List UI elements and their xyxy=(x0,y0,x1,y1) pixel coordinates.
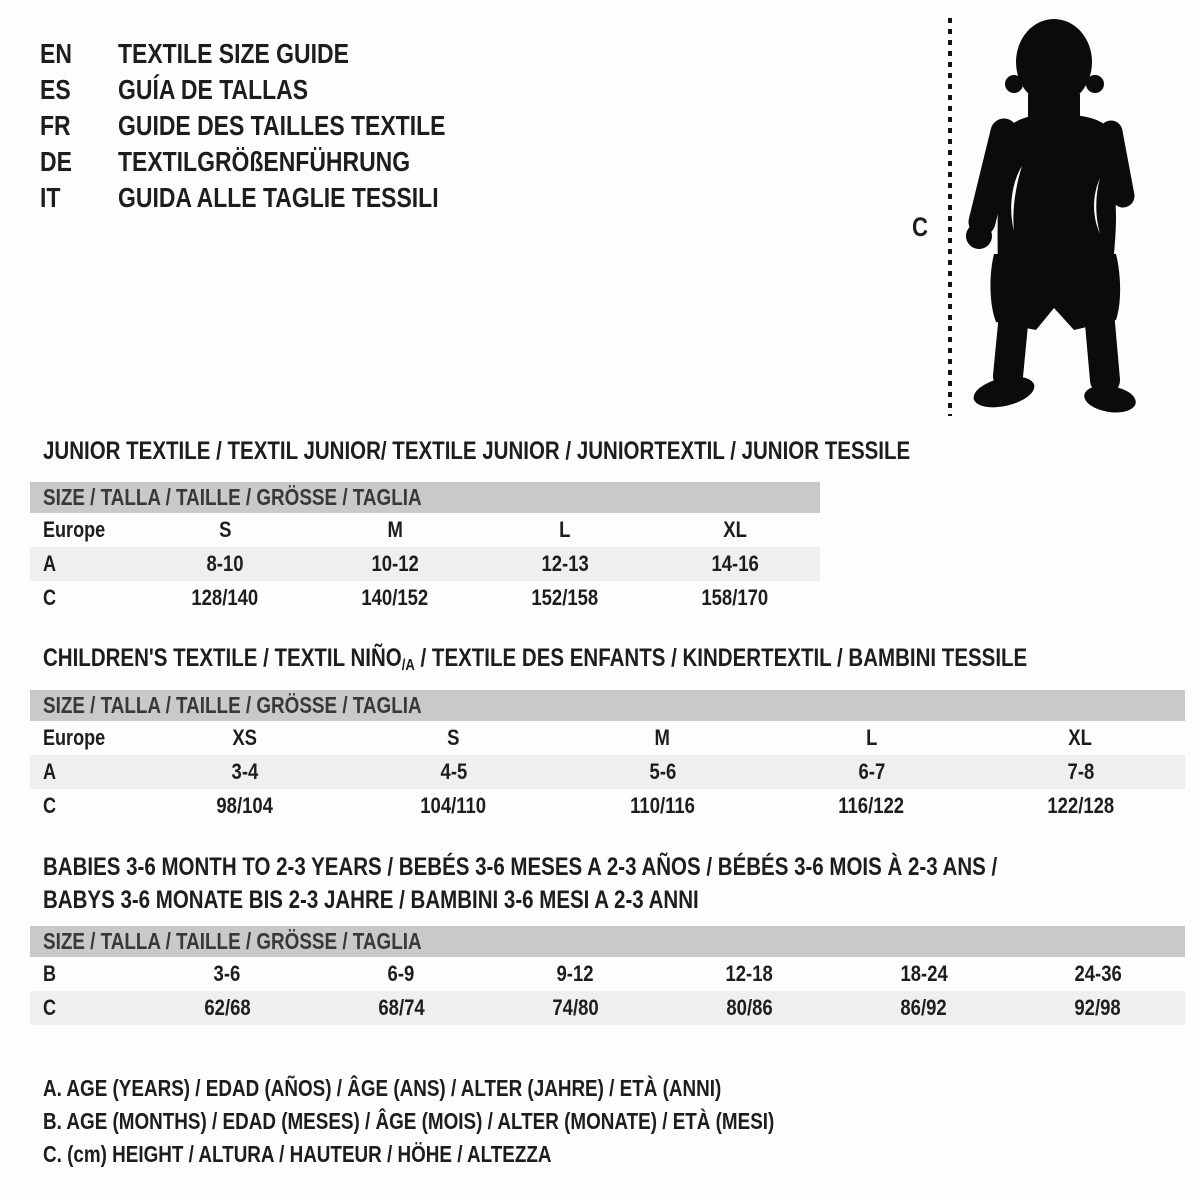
table-row xyxy=(30,547,820,581)
children-size-table xyxy=(30,690,1185,823)
size-header-bar: SIZE / TALLA / TAILLE / GRÖSSE / TAGLIA xyxy=(30,690,1185,721)
table-cell: Europe xyxy=(43,725,106,750)
size-header-bar: SIZE / TALLA / TAILLE / GRÖSSE / TAGLIA xyxy=(30,482,820,513)
junior-section-title: JUNIOR TEXTILE / TEXTIL JUNIOR/ TEXTILE JUNIOR / JUNIORTEXTIL / JUNIOR TESSILE xyxy=(43,437,911,465)
table-row xyxy=(30,957,1185,991)
table-cell: 8-10 xyxy=(140,547,310,581)
table-cell: B xyxy=(43,961,57,986)
table-row xyxy=(30,690,1185,721)
language-code: EN xyxy=(40,38,72,69)
table-cell: 80/86 xyxy=(662,991,836,1025)
table-cell: 14-16 xyxy=(650,547,820,581)
language-code: IT xyxy=(40,182,61,213)
table-cell: 5-6 xyxy=(558,755,767,789)
size-header-bar: SIZE / TALLA / TAILLE / GRÖSSE / TAGLIA xyxy=(30,926,1185,957)
legend-line-b: B. AGE (MONTHS) / EDAD (MESES) / ÂGE (MOIS) / ALTER (MONATE) / ETÀ (MESI) xyxy=(43,1108,775,1134)
guide-title-es: GUÍA DE TALLAS xyxy=(118,74,309,105)
language-code: ES xyxy=(40,74,71,105)
guide-title-en: TEXTILE SIZE GUIDE xyxy=(118,38,349,69)
table-cell: 4-5 xyxy=(349,755,558,789)
table-cell: Europe xyxy=(43,517,106,542)
language-row-es xyxy=(40,72,517,108)
table-row xyxy=(30,482,820,513)
table-cell: 3-6 xyxy=(213,961,241,986)
table-cell: 24-36 xyxy=(1074,961,1122,986)
table-cell: 98/104 xyxy=(216,793,273,818)
table-cell: 74/80 xyxy=(488,991,662,1025)
table-cell: XS xyxy=(232,725,257,750)
babies-size-table xyxy=(30,926,1185,1025)
table-row xyxy=(30,755,1185,789)
table-cell: 62/68 xyxy=(140,991,314,1025)
table-cell: 104/110 xyxy=(420,793,487,818)
table-cell: 158/170 xyxy=(701,585,769,610)
table-cell: M xyxy=(654,725,671,750)
table-cell: 9-12 xyxy=(556,961,594,986)
guide-title-de: TEXTILGRÖßENFÜHRUNG xyxy=(118,146,411,177)
babies-section-title: BABIES 3-6 MONTH TO 2-3 YEARS / BEBÉS 3-6 MESES A 2-3 AÑOS / BÉBÉS 3-6 MOIS À 2-3 ANS / BABYS 3-6 MONATE BIS 2-3 JAHRE / BAMBINI 3-6 MESI A 2-3 ANNI xyxy=(43,853,998,914)
table-cell: 18-24 xyxy=(900,961,948,986)
table-row xyxy=(30,926,1185,957)
table-cell: 122/128 xyxy=(1047,793,1114,818)
table-cell: 6-7 xyxy=(767,755,976,789)
legend-line-c: C. (cm) HEIGHT / ALTURA / HAUTEUR / HÖHE / ALTEZZA xyxy=(43,1141,552,1167)
language-code: DE xyxy=(40,146,72,177)
table-cell: C xyxy=(30,991,140,1025)
guide-title-fr: GUIDE DES TAILLES TEXTILE xyxy=(118,110,446,141)
table-cell: XL xyxy=(723,517,747,542)
language-row-it xyxy=(40,180,517,216)
table-cell: 86/92 xyxy=(837,991,1011,1025)
nino-a-subscript: /A xyxy=(401,657,415,674)
children-section-title: CHILDREN'S TEXTILE / TEXTIL NIÑO/A / TEXTILE DES ENFANTS / KINDERTEXTIL / BAMBINI TESSILE xyxy=(43,644,1028,674)
table-cell: S xyxy=(218,517,232,542)
table-cell: 68/74 xyxy=(314,991,488,1025)
toddler-silhouette-icon xyxy=(964,16,1136,416)
table-cell: 6-9 xyxy=(387,961,415,986)
table-cell: S xyxy=(447,725,460,750)
language-row-fr xyxy=(40,108,517,144)
table-row xyxy=(30,581,820,615)
table-cell: 92/98 xyxy=(1011,991,1185,1025)
table-row xyxy=(30,789,1185,823)
table-cell: XL xyxy=(1068,725,1093,750)
table-cell: 128/140 xyxy=(191,585,259,610)
table-cell: 152/158 xyxy=(531,585,599,610)
table-cell: L xyxy=(865,725,878,750)
table-cell: 140/152 xyxy=(361,585,429,610)
language-code: FR xyxy=(40,110,71,141)
language-row-de xyxy=(40,144,517,180)
table-cell: 12-18 xyxy=(725,961,774,986)
table-cell: C xyxy=(43,585,57,610)
guide-title-it: GUIDA ALLE TAGLIE TESSILI xyxy=(118,182,439,213)
table-cell: A xyxy=(30,547,140,581)
height-measure-dashed-line xyxy=(948,18,952,416)
table-cell: 10-12 xyxy=(310,547,480,581)
table-cell: A xyxy=(30,755,140,789)
table-cell: 116/122 xyxy=(838,793,905,818)
language-title-list xyxy=(40,36,517,216)
language-row-en xyxy=(40,36,517,72)
table-row xyxy=(30,721,1185,755)
table-cell: 12-13 xyxy=(480,547,650,581)
table-cell: 3-4 xyxy=(140,755,349,789)
junior-size-table xyxy=(30,482,820,615)
table-cell: 7-8 xyxy=(976,755,1185,789)
table-cell: M xyxy=(387,517,403,542)
height-measure-label: C xyxy=(912,212,928,242)
legend-line-a: A. AGE (YEARS) / EDAD (AÑOS) / ÂGE (ANS) / ALTER (JAHRE) / ETÀ (ANNI) xyxy=(43,1075,722,1101)
measurement-legend xyxy=(43,1072,935,1171)
table-row xyxy=(30,991,1185,1025)
table-cell: C xyxy=(43,793,57,818)
table-row xyxy=(30,513,820,547)
table-cell: L xyxy=(559,517,571,542)
table-cell: 110/116 xyxy=(630,793,695,818)
